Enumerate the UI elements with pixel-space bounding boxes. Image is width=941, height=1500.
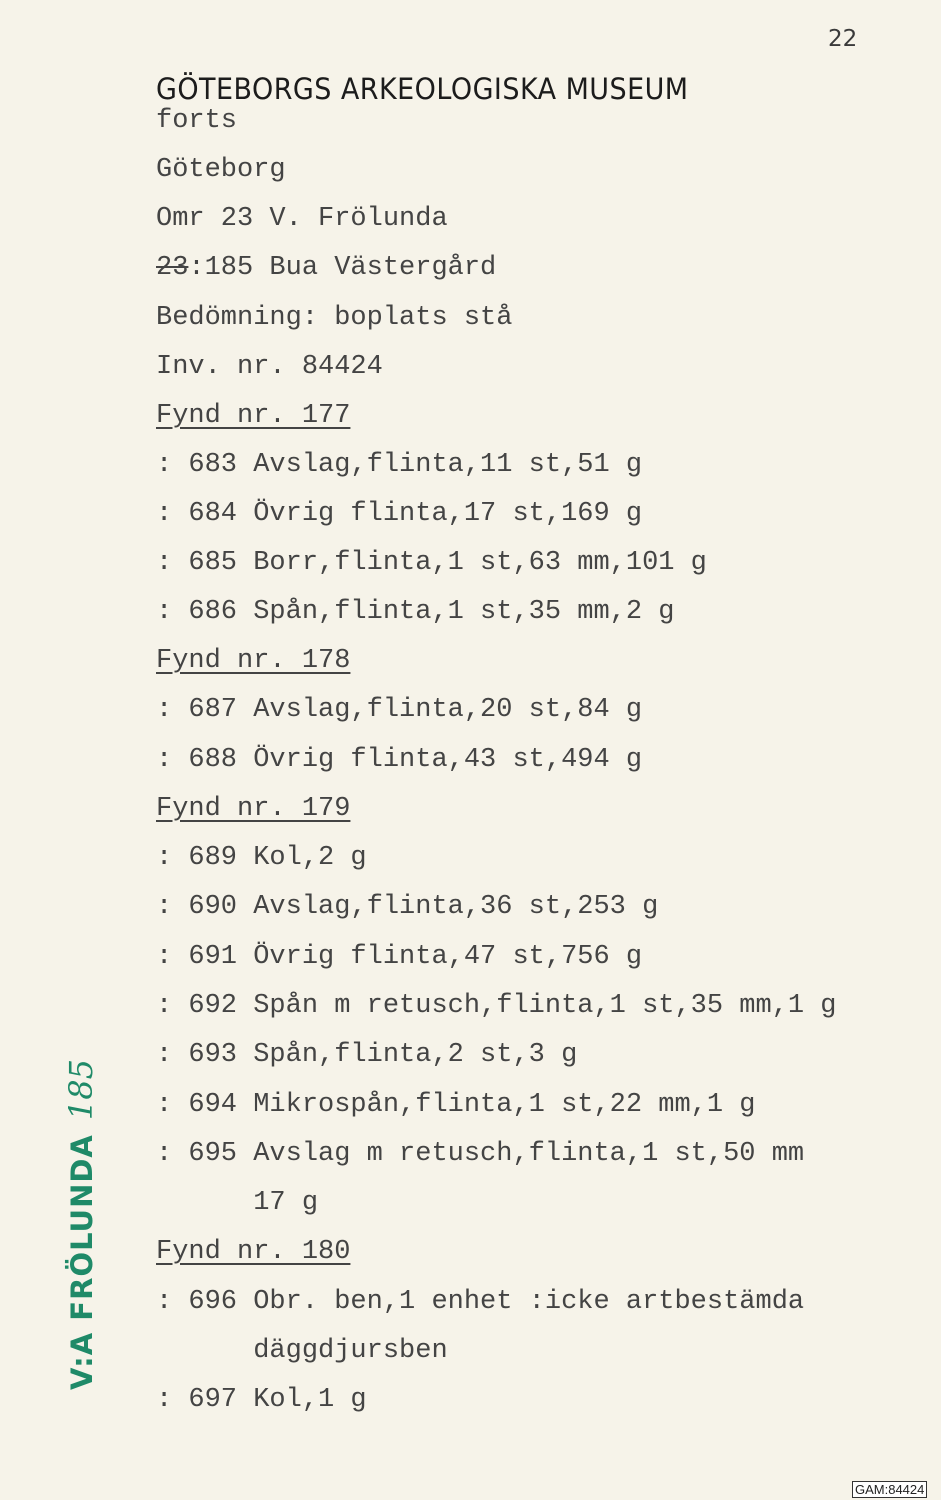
forts-line: forts xyxy=(156,106,238,136)
find-item: : 689 Kol,2 g xyxy=(156,843,367,873)
location-stamp xyxy=(62,1059,100,1390)
find-item: : 697 Kol,1 g xyxy=(156,1385,367,1415)
find-item: : 693 Spån,flinta,2 st,3 g xyxy=(156,1040,578,1070)
find-heading: Fynd nr. 179 xyxy=(156,794,351,824)
find-item-continuation: däggdjursben xyxy=(156,1336,448,1366)
find-item: : 695 Avslag m retusch,flinta,1 st,50 mm xyxy=(156,1139,805,1169)
site-prefix-struck: 23 xyxy=(156,253,189,283)
find-item: : 683 Avslag,flinta,11 st,51 g xyxy=(156,450,643,480)
find-item: : 684 Övrig flinta,17 st,169 g xyxy=(156,499,643,529)
find-heading: Fynd nr. 178 xyxy=(156,646,351,676)
find-item: : 696 Obr. ben,1 enhet :icke artbestämda xyxy=(156,1287,805,1317)
find-item: : 694 Mikrospån,flinta,1 st,22 mm,1 g xyxy=(156,1090,756,1120)
museum-header: GÖTEBORGS ARKEOLOGISKA MUSEUM xyxy=(156,72,689,106)
find-item: : 690 Avslag,flinta,36 st,253 g xyxy=(156,892,659,922)
find-heading: Fynd nr. 180 xyxy=(156,1237,351,1267)
page-number: 22 xyxy=(828,26,858,52)
find-item: : 685 Borr,flinta,1 st,63 mm,101 g xyxy=(156,548,707,578)
area-line: Omr 23 V. Frölunda xyxy=(156,204,448,234)
find-heading: Fynd nr. 177 xyxy=(156,401,351,431)
find-item: : 686 Spån,flinta,1 st,35 mm,2 g xyxy=(156,597,675,627)
inventory-line: Inv. nr. 84424 xyxy=(156,352,383,382)
find-item: : 687 Avslag,flinta,20 st,84 g xyxy=(156,695,643,725)
find-item: : 692 Spån m retusch,flinta,1 st,35 mm,1 g xyxy=(156,991,837,1021)
catalog-id-label: GAM:84424 xyxy=(852,1481,927,1498)
find-item-continuation: 17 g xyxy=(156,1188,319,1218)
stamp-number: 185 xyxy=(62,1059,100,1121)
city-line: Göteborg xyxy=(156,155,286,185)
site-rest: :185 Bua Västergård xyxy=(188,253,497,283)
site-line xyxy=(156,255,496,282)
find-item: : 688 Övrig flinta,43 st,494 g xyxy=(156,745,643,775)
find-item: : 691 Övrig flinta,47 st,756 g xyxy=(156,942,643,972)
stamp-text: V:A FRÖLUNDA xyxy=(65,1134,99,1390)
assessment-line: Bedömning: boplats stå xyxy=(156,303,513,333)
